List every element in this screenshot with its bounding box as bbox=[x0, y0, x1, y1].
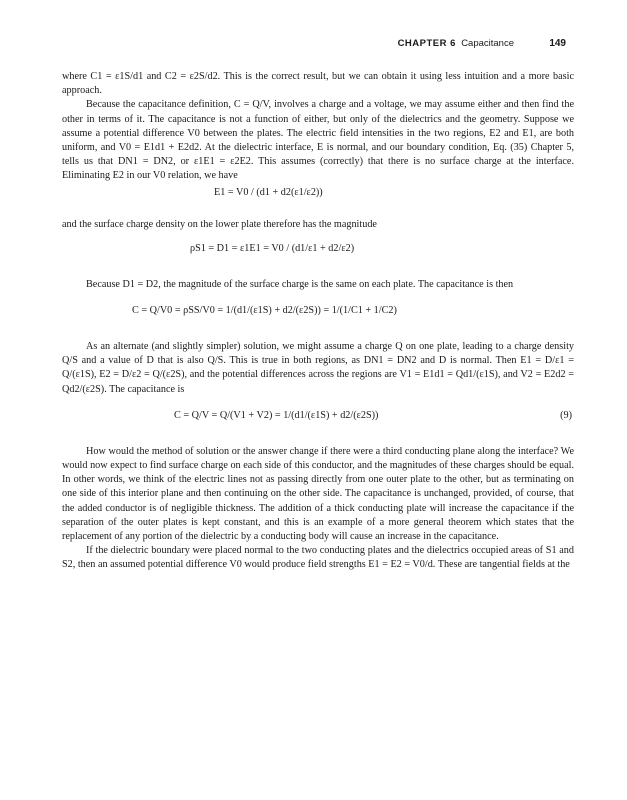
page-body bbox=[62, 70, 574, 573]
equation-e1-text: E1 = V0 / (d1 + d2(ε1/ε2)) bbox=[214, 186, 323, 198]
paragraph-6: How would the method of solution or the answer change if there were a third conducting plane along the interface? We would now expect to find surface charge on each side of this conductor, and the magnitudes of these charges should be equal. In other words, we think of the electric lines not as passing directly from one outer plate to the other, but as terminating on one side of this interior plane and then continuing on the other side. The capacitance is unchanged, provided, of course, that the added conductor is of negligible thickness. The addition of a thick conducting plate will increase the capacitance if the separation of the outer plates is kept constant, and this is an example of a more general theorem which states that the replacement of any portion of the dielectric by a conducting body will cause an increase in the capacitance. bbox=[62, 445, 574, 543]
equation-capacitance bbox=[62, 292, 574, 340]
paragraph-1: where C1 = ε1S/d1 and C2 = ε2S/d2. This is the correct result, but we can obtain it using less intuition and a more basic approach. bbox=[62, 71, 574, 97]
equation-rho-text: ρS1 = D1 = ε1E1 = V0 / (d1/ε1 + d2/ε2) bbox=[190, 242, 355, 254]
paragraph-3: and the surface charge density on the lower plate therefore has the magnitude bbox=[62, 218, 377, 230]
equation-rho bbox=[62, 232, 574, 278]
equation-e1 bbox=[62, 184, 574, 218]
paragraph-2: Because the capacitance definition, C = Q/V, involves a charge and a voltage, we may assume either and then find the other in terms of it. The capacitance is not a function of either, but only of the dielectrics and the geometry. Suppose we assume a potential difference V0 between the plates. The electric field intensities in the two regions, E2 and E1, are both uniform, and V0 = E1d1 + E2d2. At the dielectric interface, E is normal, and our boundary condition, Eq. (35) Chapter 5, tells us that DN1 = DN2, or ε1E1 = ε2E2. This assumes (correctly) that there is no surface charge at the interface. Eliminating E2 in our V0 relation, we have bbox=[62, 99, 574, 182]
page-header bbox=[62, 38, 566, 52]
paragraph-5: As an alternate (and slightly simpler) solution, we might assume a charge Q on one plate, leading to a charge density Q/S and a value of D that is also Q/S. This is true in both regions, as DN1 = DN2 and D is normal. Then E1 = D/ε1 = Q/(ε1S), E2 = D/ε2 = Q/(ε2S), and the potential differences across the regions are V1 = E1d1 = Qd1/(ε1S), and V2 = E2d2 = Qd2/(ε2S). The capacitance is bbox=[62, 341, 574, 395]
equation-capacitance-text: C = Q/V0 = ρSS/V0 = 1/(d1/(ε1S) + d2/(ε2S)) = 1/(1/C1 + 1/C2) bbox=[132, 305, 397, 317]
chapter-label: CHAPTER 6 bbox=[397, 38, 456, 49]
running-head bbox=[398, 38, 514, 49]
equation-9 bbox=[62, 397, 574, 445]
paragraph-7: If the dielectric boundary were placed normal to the two conducting plates and the dielectrics occupied areas of S1 and S2, then an assumed potential difference V0 would produce field strengths E1 = E2 = V0/d. These are tangential fields at the bbox=[62, 545, 574, 571]
paragraph-4: Because D1 = D2, the magnitude of the surface charge is the same on each plate. The capacitance is then bbox=[86, 278, 514, 290]
equation-9-text: C = Q/V = Q/(V1 + V2) = 1/(d1/(ε1S) + d2/(ε2S)) bbox=[174, 409, 379, 421]
page-number: 149 bbox=[549, 38, 566, 49]
chapter-title: Capacitance bbox=[461, 38, 514, 49]
equation-number: (9) bbox=[560, 409, 572, 421]
